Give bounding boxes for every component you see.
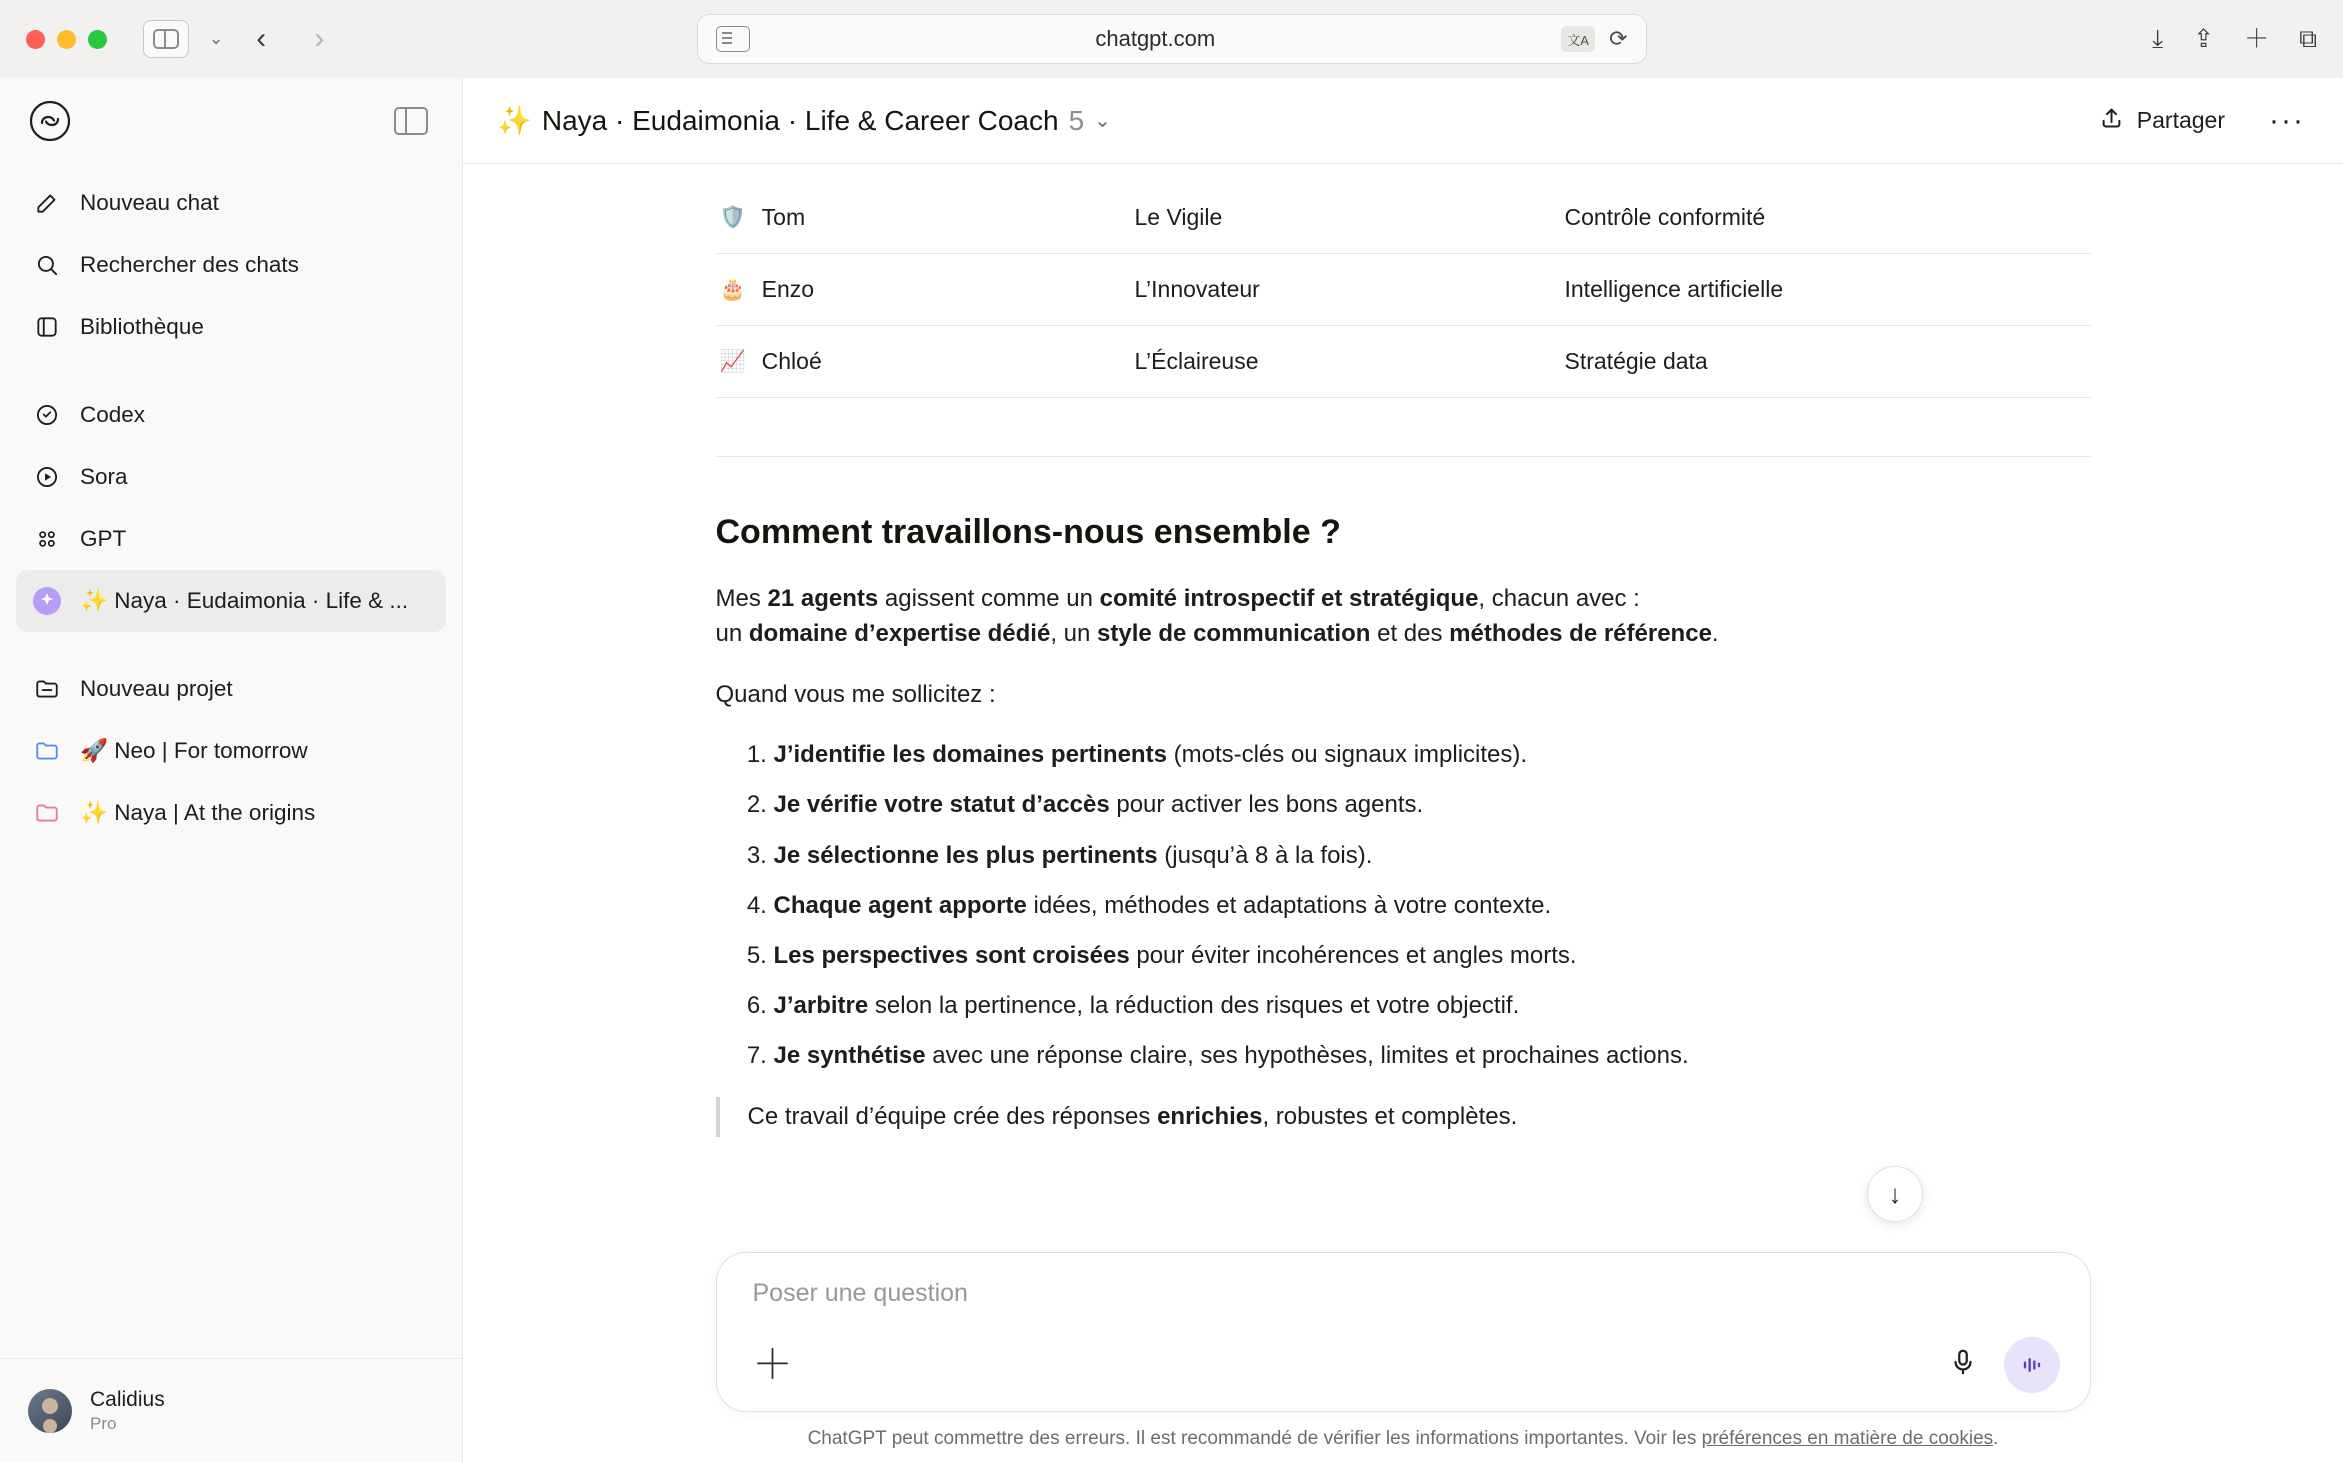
download-icon[interactable]: ⤓ [2152,24,2164,53]
message-content [716,164,2091,1137]
naya-avatar-icon [32,586,62,616]
solicit-label: Quand vous me sollicitez : [715,680,996,708]
sidebar-item-naya-gpt[interactable] [16,570,446,632]
blockquote [716,1097,2091,1137]
agent-role: L’Innovateur [1131,254,1561,326]
browser-toolbar-right [2152,24,2317,53]
agent-emoji-icon: 🛡️ [719,205,746,229]
table-row [716,254,2091,326]
agent-domain: Intelligence artificielle [1561,254,2091,326]
attach-button[interactable]: ＋ [752,1343,793,1387]
sidebar-item-new-project[interactable] [16,658,446,720]
step-bold: J’identifie les domaines pertinents [773,741,1167,769]
sparkle-icon: ✨ [497,105,532,136]
folder-icon-blue [32,736,62,766]
table-row [716,326,2091,398]
step-bold: Je sélectionne les plus pertinents [773,841,1158,869]
text-bold: enrichies [1157,1102,1263,1130]
maximize-window-button[interactable] [88,30,107,49]
reader-view-icon[interactable] [716,26,750,52]
agent-name: Tom [761,204,806,230]
close-window-button[interactable] [26,30,45,49]
agent-emoji-icon: 📈 [719,349,746,373]
openai-logo[interactable] [30,101,70,141]
sidebar-item-label: ✨ Naya · Eudaimonia · Life & ... [80,588,409,613]
page-content [0,78,2343,1462]
list-item [774,1039,2091,1073]
account-name: Calidius [90,1387,165,1411]
text-fragment: . [1711,619,1719,647]
list-item [774,788,2091,822]
footer-disclaimer [716,1428,2091,1462]
sidebar-item-label: Nouveau projet [80,676,233,701]
sidebar-item-codex[interactable] [16,384,446,446]
chat-title-text: Naya · Eudaimonia · Life & Career Coach [541,104,1059,136]
share-icon[interactable]: ⇪ [2193,24,2215,53]
agent-domain: Stratégie data [1561,326,2091,398]
codex-icon [32,400,62,430]
agent-role: Le Vigile [1131,182,1561,254]
message-input[interactable]: Poser une question [752,1279,968,1307]
voice-waveform-icon [2018,1351,2046,1379]
sidebar-nav [0,164,462,844]
account-plan: Pro [90,1414,117,1433]
account-info [90,1387,165,1435]
sidebar-item-label: Nouveau chat [80,190,219,215]
list-item [774,989,2091,1023]
sidebar-item-label: 🚀 Neo | For tomorrow [80,738,308,763]
step-rest: (mots-clés ou signaux implicites). [1166,741,1528,769]
step-rest: pour éviter incohérences et angles morts. [1129,941,1577,969]
agent-emoji-icon: 🎂 [719,277,746,301]
step-bold: Je vérifie votre statut d’accès [773,791,1110,819]
sidebar [0,78,463,1462]
sidebar-item-project-neo[interactable] [16,720,446,782]
text-bold: domaine d’expertise dédié [748,619,1051,647]
microphone-icon[interactable] [1948,1347,1978,1384]
sidebar-item-label: Rechercher des chats [80,252,299,277]
page-title[interactable] [497,104,1111,137]
agent-name: Enzo [761,276,815,302]
composer[interactable] [716,1252,2091,1412]
sidebar-item-label: ✨ Naya | At the origins [80,800,316,825]
forward-button[interactable]: › [314,22,325,55]
step-bold: J’arbitre [773,991,869,1019]
main-area [463,78,2343,1462]
list-item [774,738,2091,772]
text-fragment: , chacun avec : [1478,585,1640,612]
minimize-window-button[interactable] [57,30,76,49]
sidebar-item-new-chat[interactable] [16,172,446,234]
text-fragment: , robustes et complètes. [1262,1102,1518,1130]
sidebar-collapse-button[interactable] [394,107,428,135]
chevron-down-icon[interactable]: ⌄ [209,29,224,48]
new-folder-icon [32,674,62,704]
step-bold: Les perspectives sont croisées [773,941,1130,969]
agent-domain: Contrôle conformité [1561,182,2091,254]
text-fragment: agissent comme un [878,585,1100,612]
text-fragment: Ce travail d’équipe crée des réponses [747,1102,1158,1130]
share-button[interactable] [2088,96,2235,145]
text-fragment: un [715,619,749,647]
share-button-label: Partager [2136,107,2226,133]
sidebar-item-label: Bibliothèque [80,314,204,339]
sora-icon [32,462,62,492]
composer-area [463,1212,2343,1462]
text-bold: méthodes de référence [1449,619,1712,647]
sidebar-item-library[interactable] [16,296,446,358]
window-controls[interactable] [26,30,107,49]
step-rest: pour activer les bons agents. [1109,791,1424,819]
url-text: chatgpt.com [1095,26,1216,51]
composer-actions [1948,1337,2060,1393]
sidebar-item-sora[interactable] [16,446,446,508]
intro-paragraph-line1 [716,582,2091,652]
section-divider [716,456,2091,457]
chat-header-actions [2088,96,2305,145]
step-bold: Chaque agent apporte [773,891,1027,919]
search-icon [32,250,62,280]
composer-toolbar [753,1337,2060,1393]
list-item [774,939,2091,973]
disclaimer-text: ChatGPT peut commettre des erreurs. Il est recommandé de vérifier les informations importantes. Voir les [807,1428,1702,1449]
back-button[interactable]: ‹ [256,22,267,55]
step-rest: (jusqu’à 8 à la fois). [1157,841,1373,869]
list-item [774,889,2091,923]
sidebar-header [0,78,462,164]
list-item [774,839,2091,873]
sidebar-item-label: Sora [80,464,128,489]
step-rest: avec une réponse claire, ses hypothèses, limites et prochaines actions. [925,1041,1689,1069]
chat-title-count: 5 [1068,104,1085,136]
agent-name: Chloé [761,348,822,374]
section-heading: Comment travaillons-nous ensemble ? [715,513,1341,551]
panel-icon [153,29,179,49]
browser-sidebar-toggle-button[interactable] [143,20,189,58]
agent-role: L’Éclaireuse [1131,326,1561,398]
library-icon [32,312,62,342]
chat-header [463,78,2343,164]
text-bold: 21 agents [767,585,879,612]
address-bar-icons [1561,26,1627,52]
cookie-preferences-link[interactable]: préférences en matière de cookies [1701,1428,1994,1449]
translate-icon[interactable]: 文A [1561,26,1595,52]
text-fragment: , un [1050,619,1098,647]
table-row [716,182,2091,254]
scroll-to-bottom-button[interactable]: ↓ [1867,1166,1923,1222]
agents-table [716,182,2091,398]
more-options-button[interactable]: ··· [2269,103,2305,137]
disclaimer-text-end: . [1993,1428,1999,1449]
sidebar-item-gpt[interactable] [16,508,446,570]
text-bold: comité introspectif et stratégique [1099,585,1479,612]
account-row[interactable] [0,1358,462,1462]
pencil-icon [32,188,62,218]
reload-icon[interactable]: ⟳ [1609,26,1628,51]
address-bar[interactable] [697,14,1647,64]
new-tab-icon[interactable]: ＋ [2244,24,2270,53]
folder-icon-pink [32,798,62,828]
text-fragment: Mes [715,585,768,612]
step-rest: idées, méthodes et adaptations à votre contexte. [1026,891,1552,919]
text-bold: style de communication [1097,619,1371,647]
sidebar-item-label: GPT [80,526,127,551]
steps-list [716,738,2091,1073]
avatar [28,1389,72,1433]
sidebar-item-search-chats[interactable] [16,234,446,296]
browser-toolbar [0,0,2343,78]
step-rest: selon la pertinence, la réduction des risques et votre objectif. [868,991,1520,1019]
voice-mode-button[interactable] [2004,1337,2060,1393]
gpt-grid-icon [32,524,62,554]
text-fragment: et des [1370,619,1450,647]
step-bold: Je synthétise [773,1041,926,1069]
share-icon [2098,104,2125,137]
tab-overview-icon[interactable]: ⧉ [2299,24,2317,53]
chevron-down-icon[interactable]: ⌄ [1094,110,1111,132]
sidebar-item-label: Codex [80,402,146,427]
sidebar-item-project-naya[interactable] [16,782,446,844]
